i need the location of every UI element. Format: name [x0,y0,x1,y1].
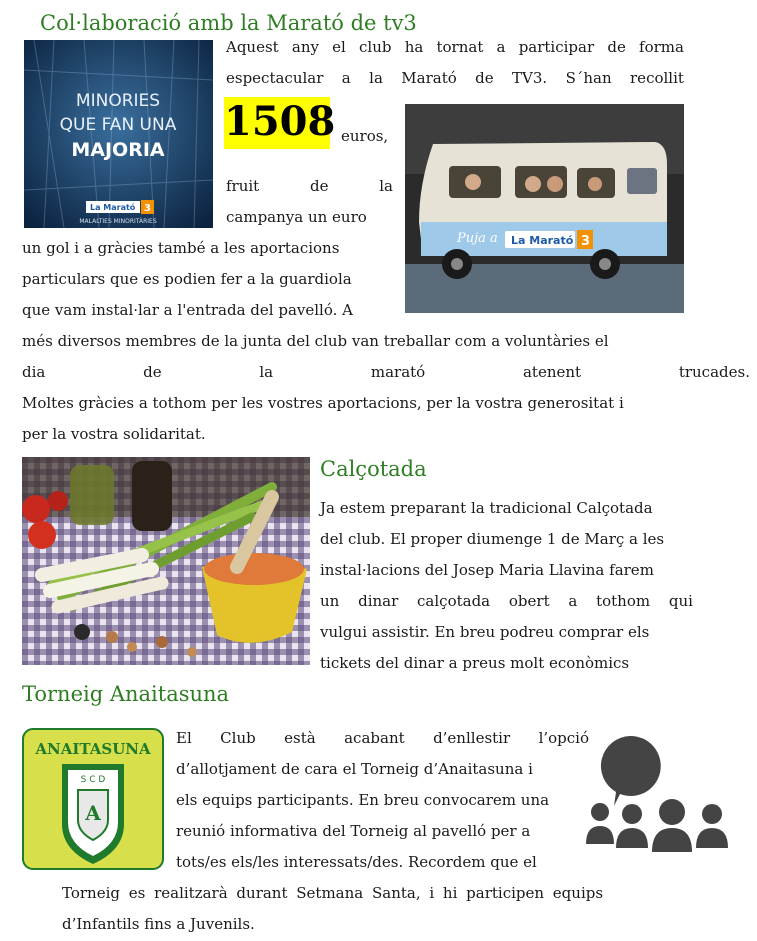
logo-initial: A [85,801,101,825]
meeting-people-icon [580,734,730,854]
poster-caption: MALALTIES MINORITÀRIES [79,218,157,225]
marato-text-line-1: Aquest any el club ha tornat a participar de forma [226,38,684,56]
torneig-text-line-7: d’Infantils fins a Juvenils. [62,915,255,933]
marato-poster-image [24,40,213,228]
calcotada-text-line-1: Ja estem preparant la tradicional Calçotada [320,499,653,517]
marato-van-image [405,104,684,313]
marato-text-line-5: campanya un euro [226,208,367,226]
marato-text-line-9: més diversos membres de la junta del club van treballar com a voluntàries el [22,332,609,350]
marato-text-line-12: per la vostra solidaritat. [22,425,206,443]
poster-line3: MAJORIA [71,139,165,161]
calcotada-text-line-5: vulgui assistir. En breu podreu comprar els [320,623,650,641]
torneig-text-line-1: El Club està acabant d’enllestir l’opció [176,729,589,747]
marato-text-line-6: un gol i a gràcies també a les aportacions [22,239,340,257]
marato-text-line-11: Moltes gràcies a tothom per les vostres aportacions, per la vostra generositat i [22,394,624,412]
calcotada-title: Calçotada [320,457,427,481]
torneig-text-line-6: Torneig es realitzarà durant Setmana Santa, i hi participen equips [62,884,604,902]
logo-letters: S C D [80,775,106,785]
logo-name: ANAITASUNA [35,740,151,758]
calcotada-text-line-4: un dinar calçotada obert a tothom qui [320,592,693,610]
torneig-title: Torneig Anaitasuna [22,682,230,706]
amount-highlight: 1508 [224,97,330,149]
torneig-text-line-2: d’allotjament de cara el Torneig d’Anaitasuna i [176,760,533,778]
marato-text-line-2: espectacular a la Marató de TV3. S´han recollit [226,69,684,87]
marato-text-line-10: dia de la marató atenent trucades. [22,363,750,381]
marato-text-line-4: fruit de la [226,177,393,195]
van-label-script: Puja a [457,231,498,246]
torneig-text-line-5: tots/es els/les interessats/des. Recordem que el [176,853,537,871]
poster-badge-num: 3 [144,203,151,214]
van-badge-num: 3 [581,234,591,249]
marato-text-line-7: particulars que es podien fer a la guardiola [22,270,352,288]
calcotada-text-line-2: del club. El proper diumenge 1 de Març a les [320,530,665,548]
anaitasuna-logo [22,728,164,870]
van-badge: La Marató [511,234,574,247]
marato-title: Col·laboració amb la Marató de tv3 [40,11,417,35]
calcotada-text-line-3: instal·lacions del Josep Maria Llavina farem [320,561,654,579]
poster-badge: La Marató [90,203,136,212]
poster-line1: MINORIES [75,91,161,111]
torneig-text-line-4: reunió informativa del Torneig al pavelló per a [176,822,531,840]
torneig-text-line-3: els equips participants. En breu convocarem una [176,791,550,809]
marato-text-line-3: euros, [341,127,389,145]
marato-text-line-8: que vam instal·lar a l'entrada del pavelló. A [22,301,353,319]
poster-line2: QUE FAN UNA [59,115,177,135]
calcotada-photo [22,457,310,665]
calcotada-text-line-6: tickets del dinar a preus molt econòmics [320,654,630,672]
